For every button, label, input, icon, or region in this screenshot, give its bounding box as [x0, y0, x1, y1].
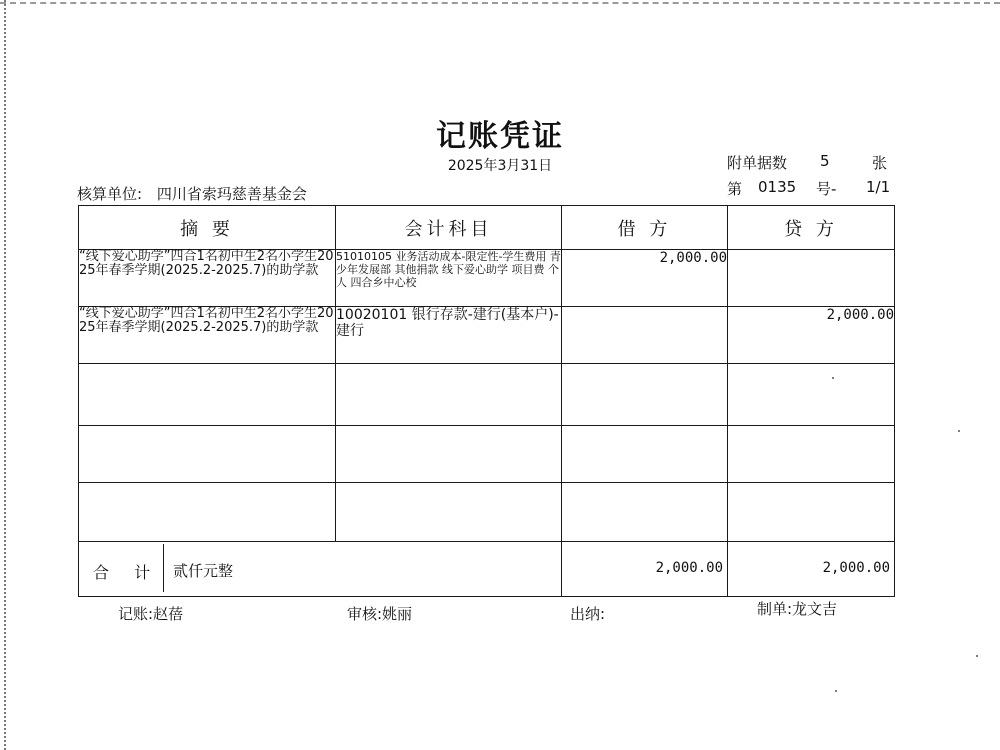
voucher-table [78, 205, 895, 597]
table-row [79, 250, 895, 307]
entry-credit [728, 426, 895, 483]
scan-speck [832, 377, 834, 379]
entry-subject [336, 364, 562, 426]
entry-subject [336, 483, 562, 542]
attachments-count: 5 [820, 152, 830, 170]
table-row [79, 426, 895, 483]
voucher-title: 记账凭证 [436, 119, 564, 154]
scan-speck [958, 430, 960, 432]
accounting-unit [77, 183, 307, 204]
total-row [79, 542, 895, 597]
accounting-unit-label: 核算单位: [77, 185, 143, 203]
header-debit: 借 方 [562, 206, 728, 250]
voucher-no-page: 1/1 [866, 178, 891, 196]
entry-subject [336, 426, 562, 483]
voucher-no-suffix: 号- [816, 180, 837, 198]
voucher-no-number: 0135 [758, 178, 797, 196]
header-summary: 摘 要 [79, 206, 336, 250]
entry-debit [562, 364, 728, 426]
entry-credit [728, 364, 895, 426]
entry-debit: 2,000.00 [562, 250, 728, 307]
entry-summary [79, 426, 336, 483]
scan-top-edge [0, 2, 1000, 4]
table-row [79, 483, 895, 542]
header-row [79, 206, 895, 250]
entry-credit: 2,000.00 [728, 307, 895, 364]
reviewer-signature: 审核:姚丽 [347, 605, 413, 623]
preparer-signature: 制单:龙文吉 [757, 600, 838, 618]
header-credit: 贷 方 [728, 206, 895, 250]
total-divider [163, 544, 164, 592]
voucher-no-prefix: 第 [727, 180, 743, 198]
header-subject: 会计科目 [336, 206, 562, 250]
entry-summary: “线下爱心助学”四合1名初中生2名小学生2025年春季学期(2025.2-2025.7)的助学款 [79, 250, 336, 307]
entry-credit [728, 483, 895, 542]
entry-debit [562, 426, 728, 483]
table-row [79, 364, 895, 426]
table-row [79, 307, 895, 364]
entry-summary: “线下爱心助学”四合1名初中生2名小学生2025年春季学期(2025.2-2025.7)的助学款 [79, 307, 336, 364]
scan-speck [835, 690, 837, 692]
entry-summary [79, 364, 336, 426]
attachments-label: 附单据数 [727, 154, 788, 172]
total-debit: 2,000.00 [562, 542, 728, 597]
scan-speck [976, 655, 978, 657]
entry-debit [562, 307, 728, 364]
bookkeeper-signature: 记账:赵蓓 [118, 605, 184, 623]
total-words: 贰仟元整 [173, 562, 234, 580]
entry-debit [562, 483, 728, 542]
entry-subject: 10020101 银行存款-建行(基本户)-建行 [336, 307, 562, 364]
voucher-date: 2025年3月31日 [447, 158, 553, 174]
total-label: 合 计 [93, 563, 161, 582]
total-cell [79, 542, 562, 597]
attachments-unit: 张 [872, 154, 888, 172]
cashier-signature: 出纳: [570, 605, 606, 623]
entry-summary [79, 483, 336, 542]
accounting-unit-value: 四川省索玛慈善基金会 [156, 185, 307, 203]
entry-subject: 51010105 业务活动成本-限定性-学生费用 青少年发展部 其他捐款 线下爱心助学 项目费 个人 四合乡中心校 [336, 250, 562, 307]
total-credit: 2,000.00 [728, 542, 895, 597]
entry-credit [728, 250, 895, 307]
